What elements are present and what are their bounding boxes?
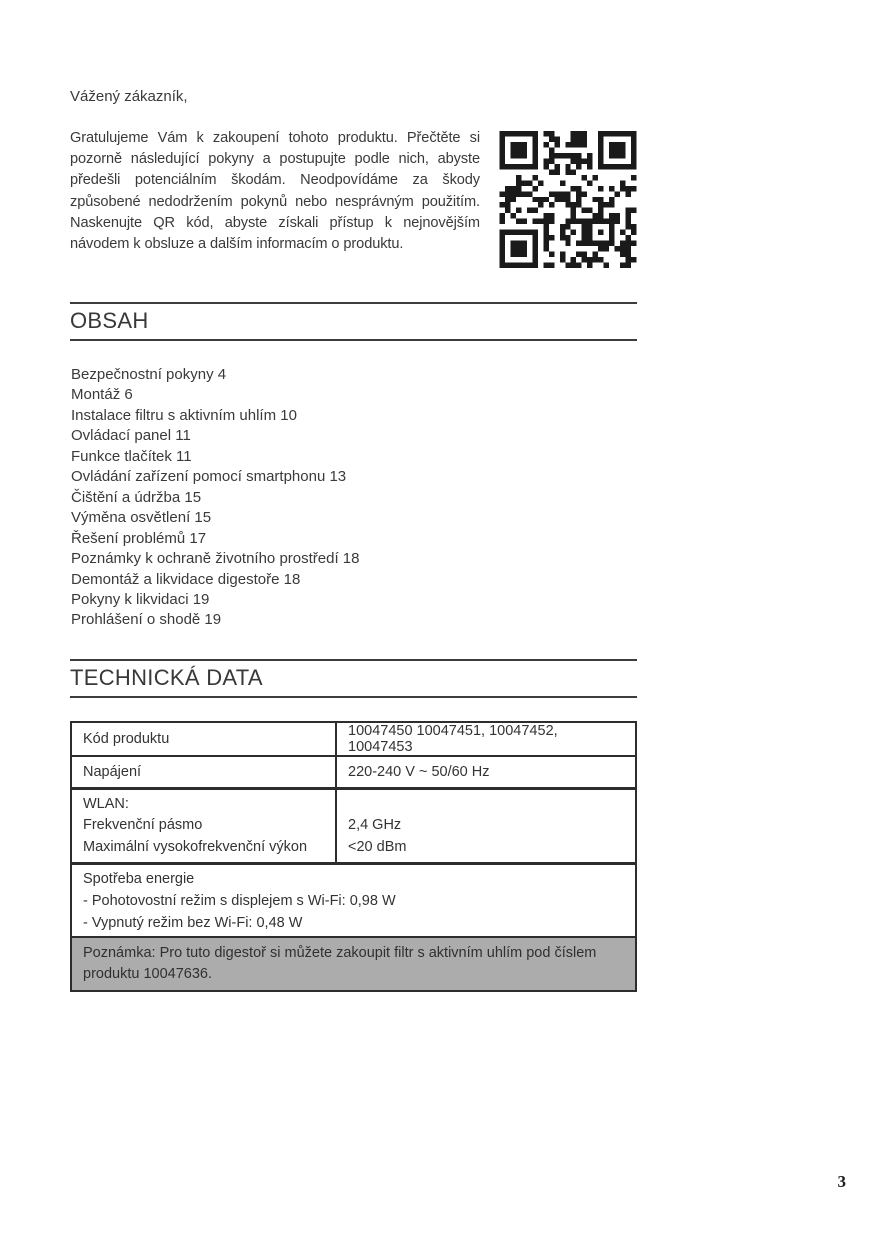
- toc-item: Instalace filtru s aktivním uhlím 10: [71, 406, 297, 424]
- table-row-energy: [71, 864, 636, 938]
- toc-item: Prohlášení o shodě 19: [71, 611, 222, 629]
- energy-cell: [71, 864, 636, 938]
- qr-code-icon: [499, 131, 637, 268]
- energy-line: - Pohotovostní režim s displejem s Wi-Fi: 0,98 W: [83, 892, 396, 909]
- toc-item: Řešení problémů 17: [71, 529, 207, 547]
- technical-table: [70, 721, 637, 992]
- toc-item: Čištění a údržba 15: [71, 488, 202, 506]
- wlan-value-line: <20 dBm: [348, 838, 407, 855]
- section-rule: [70, 339, 637, 341]
- energy-line: Spotřeba energie: [83, 870, 195, 887]
- label-cell: Kód produktu: [71, 722, 336, 756]
- intro-paragraph: Gratulujeme Vám k zakoupení tohoto produktu. Přečtěte si pozorně následující pokyny a postupujte podle nich, abyste předešli potenciálním škodám. Neodpovídáme za škody způsobené nedodržením pokynů nebo nesprávným použitím. Naskenujte QR kód, abyste získali přístup k nejnovějším návodem k obsluze a dalším informacím o produktu.: [70, 130, 480, 253]
- table-row-note: [71, 937, 636, 991]
- wlan-label-line: Maximální vysokofrekvenční výkon: [83, 838, 308, 855]
- section-rule: [70, 659, 637, 661]
- value-cell: 220-240 V ~ 50/60 Hz: [336, 756, 636, 789]
- toc-item: Pokyny k likvidaci 19: [71, 590, 210, 608]
- toc-item: Montáž 6: [71, 386, 133, 404]
- value-cell: [336, 789, 636, 864]
- table-row-product-code: [71, 722, 636, 756]
- toc-item: Bezpečnostní pokyny 4: [71, 366, 227, 383]
- wlan-value-line: [348, 794, 624, 816]
- technical-heading: TECHNICKÁ DATA: [70, 665, 263, 690]
- label-cell: Napájení: [71, 756, 336, 789]
- greeting-text: Vážený zákazník,: [70, 88, 188, 105]
- toc-item: Demontáž a likvidace digestoře 18: [71, 570, 301, 588]
- toc-list: [71, 365, 631, 631]
- wlan-value-line: 2,4 GHz: [348, 817, 402, 834]
- page-number: 3: [837, 1172, 846, 1191]
- toc-item: Funkce tlačítek 11: [71, 447, 192, 465]
- note-cell: Poznámka: Pro tuto digestoř si můžete zakoupit filtr s aktivním uhlím pod číslem produktu 10047636.: [71, 937, 636, 991]
- table-row-wlan: [71, 789, 636, 864]
- energy-line: - Vypnutý režim bez Wi-Fi: 0,48 W: [83, 914, 303, 931]
- table-row-power: [71, 756, 636, 789]
- toc-item: Ovládací panel 11: [71, 427, 191, 445]
- toc-item: Poznámky k ochraně životního prostředí 18: [71, 550, 360, 568]
- wlan-label-line: WLAN:: [83, 795, 129, 812]
- label-cell: [71, 789, 336, 864]
- section-rule: [70, 302, 637, 304]
- intro-section: [70, 128, 637, 268]
- value-cell: 10047450 10047451, 10047452, 10047453: [336, 722, 636, 756]
- toc-item: Ovládání zařízení pomocí smartphonu 13: [71, 468, 347, 486]
- section-rule: [70, 696, 637, 698]
- contents-heading: OBSAH: [70, 308, 149, 333]
- wlan-label-line: Frekvenční pásmo: [83, 817, 203, 834]
- toc-item: Výměna osvětlení 15: [71, 509, 212, 527]
